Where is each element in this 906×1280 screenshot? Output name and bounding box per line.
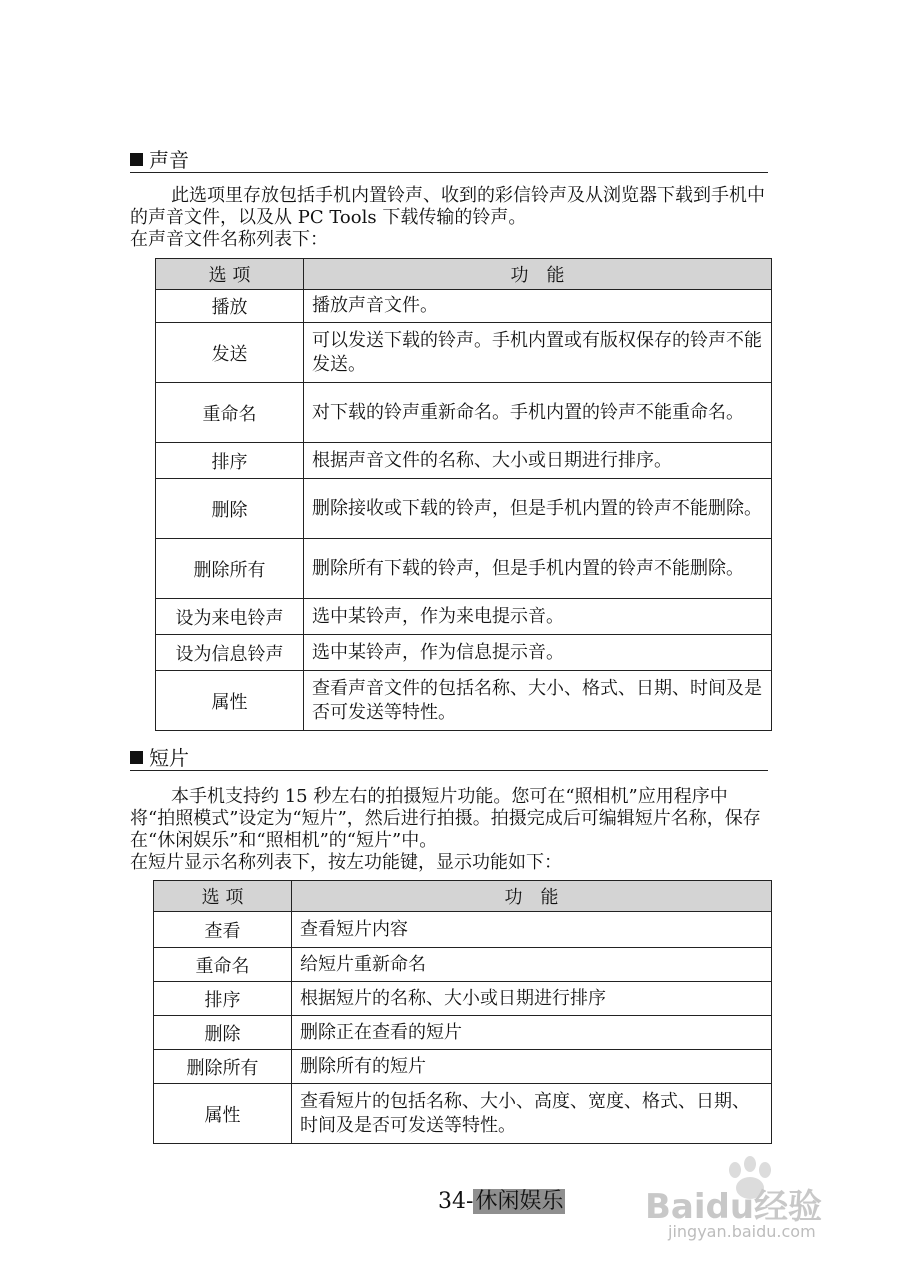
option-cell: 删除所有 (156, 539, 304, 599)
sound-list-caption: 在声音文件名称列表下： (130, 229, 328, 250)
table-row (154, 982, 772, 1016)
section-heading-clips: 短片 (130, 748, 768, 771)
table-row (154, 1016, 772, 1050)
table-row (156, 635, 772, 671)
table-row (154, 912, 772, 948)
option-cell: 查看 (154, 912, 292, 948)
option-cell: 发送 (156, 323, 304, 383)
clips-intro (130, 786, 770, 874)
sound-options-table (155, 258, 772, 731)
table-row (154, 1084, 772, 1144)
function-cell: 播放声音文件。 (304, 290, 772, 323)
function-cell: 查看短片的包括名称、大小、高度、宽度、格式、日期、时间及是否可发送等特性。 (292, 1084, 772, 1144)
option-cell: 播放 (156, 290, 304, 323)
page-footer (438, 1184, 565, 1215)
table-row (156, 383, 772, 443)
option-cell: 重命名 (154, 948, 292, 982)
page-number: 34- (438, 1189, 474, 1214)
option-cell: 删除所有 (154, 1050, 292, 1084)
table-row (156, 290, 772, 323)
watermark-url: jingyan.baidu.com (668, 1222, 816, 1241)
option-cell: 设为信息铃声 (156, 635, 304, 671)
function-cell: 选中某铃声，作为来电提示音。 (304, 599, 772, 635)
clips-options-table (153, 880, 772, 1144)
function-cell: 删除所有下载的铃声，但是手机内置的铃声不能删除。 (304, 539, 772, 599)
option-cell: 排序 (156, 443, 304, 479)
option-cell: 删除 (156, 479, 304, 539)
square-bullet-icon (130, 751, 143, 764)
function-cell: 查看短片内容 (292, 912, 772, 948)
square-bullet-icon (130, 153, 143, 166)
function-cell: 删除正在查看的短片 (292, 1016, 772, 1050)
header-function: 功 能 (292, 881, 772, 912)
option-cell: 属性 (154, 1084, 292, 1144)
table-header (154, 881, 772, 912)
table-row (156, 671, 772, 731)
sound-intro-text: 此选项里存放包括手机内置铃声、收到的彩信铃声及从浏览器下载到手机中的声音文件，以及从 PC Tools 下载传输的铃声。 (130, 185, 765, 228)
function-cell: 根据短片的名称、大小或日期进行排序 (292, 982, 772, 1016)
table-row (154, 948, 772, 982)
option-cell: 排序 (154, 982, 292, 1016)
function-cell: 根据声音文件的名称、大小或日期进行排序。 (304, 443, 772, 479)
function-cell: 可以发送下载的铃声。手机内置或有版权保存的铃声不能发送。 (304, 323, 772, 383)
watermark-brand: Baidu经验 (645, 1187, 823, 1227)
function-cell: 删除所有的短片 (292, 1050, 772, 1084)
table-row (154, 1050, 772, 1084)
clips-list-caption: 在短片显示名称列表下，按左功能键，显示功能如下： (130, 852, 562, 873)
table-row (156, 539, 772, 599)
option-cell: 重命名 (156, 383, 304, 443)
option-cell: 设为来电铃声 (156, 599, 304, 635)
option-cell: 删除 (154, 1016, 292, 1050)
table-row (156, 443, 772, 479)
sound-intro (130, 185, 770, 251)
header-option: 选 项 (154, 881, 292, 912)
section-heading-sound: 声音 (130, 150, 768, 173)
function-cell: 查看声音文件的包括名称、大小、格式、日期、时间及是否可发送等特性。 (304, 671, 772, 731)
function-cell: 对下载的铃声重新命名。手机内置的铃声不能重命名。 (304, 383, 772, 443)
option-cell: 属性 (156, 671, 304, 731)
clips-intro-text: 本手机支持约 15 秒左右的拍摄短片功能。您可在“照相机”应用程序中将“拍照模式”设定为“短片”，然后进行拍摄。拍摄完成后可编辑短片名称，保存在“休闲娱乐”和“照相机”的“短片”中。 (130, 786, 761, 851)
header-option: 选 项 (156, 259, 304, 290)
table-row (156, 599, 772, 635)
function-cell: 删除接收或下载的铃声，但是手机内置的铃声不能删除。 (304, 479, 772, 539)
header-function: 功 能 (304, 259, 772, 290)
table-header (156, 259, 772, 290)
function-cell: 给短片重新命名 (292, 948, 772, 982)
function-cell: 选中某铃声，作为信息提示音。 (304, 635, 772, 671)
chapter-name: 休闲娱乐 (475, 1189, 564, 1214)
table-row (156, 323, 772, 383)
table-row (156, 479, 772, 539)
